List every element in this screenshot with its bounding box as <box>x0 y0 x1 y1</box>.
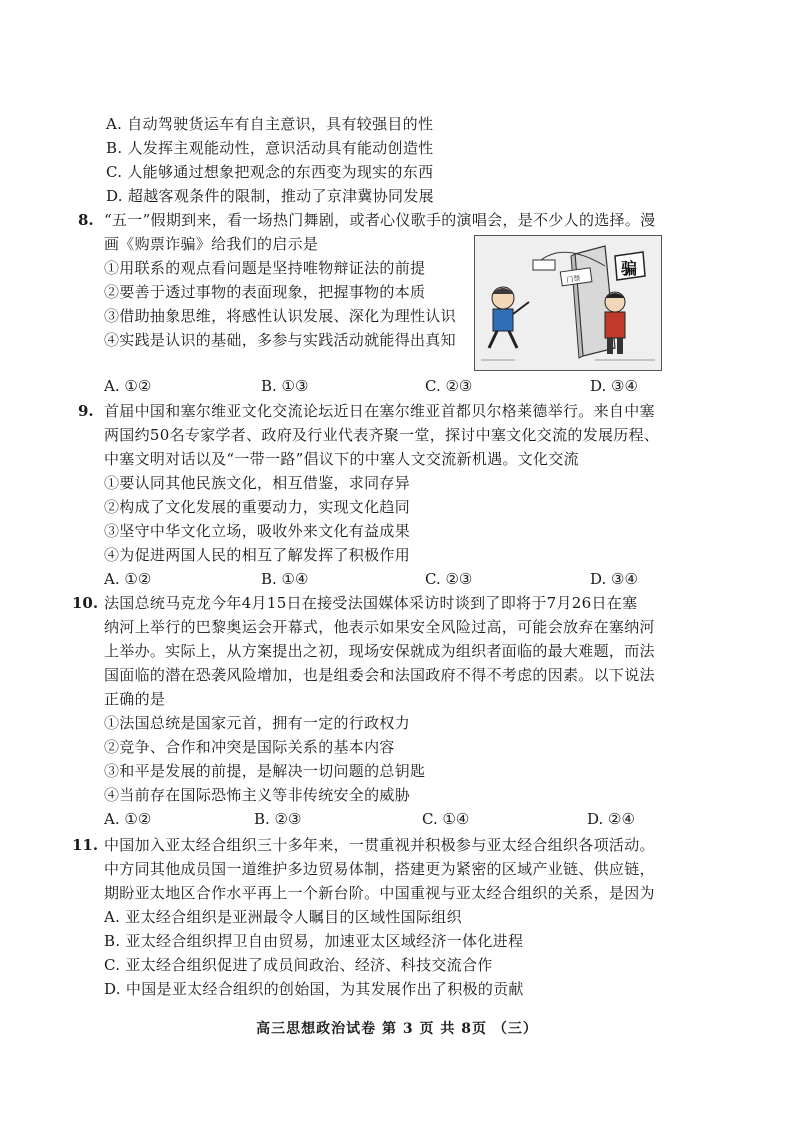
q10-choice-d: D. ②④ <box>587 810 635 828</box>
q8-choices <box>104 375 664 397</box>
q10-number: 10. <box>72 594 99 612</box>
q9-choice-a: A. ①② <box>104 570 152 588</box>
q10-item-2: ②竞争、合作和冲突是国际关系的基本内容 <box>104 738 395 756</box>
q8-number: 8. <box>78 211 94 229</box>
q10-choice-c: C. ①④ <box>422 810 470 828</box>
q10-stem-line-5: 正确的是 <box>104 690 166 708</box>
q9-choice-b: B. ①④ <box>261 570 309 588</box>
cartoon-sign-text: 骗 <box>621 259 638 278</box>
q8-choice-c: C. ②③ <box>425 377 473 395</box>
q9-item-2: ②构成了文化发展的重要动力，实现文化趋同 <box>104 498 411 516</box>
q10-choice-a: A. ①② <box>104 810 152 828</box>
q9-stem-line-1: 首届中国和塞尔维亚文化交流论坛近日在塞尔维亚首都贝尔格莱德举行。来自中塞 <box>104 402 655 420</box>
q9-stem-line-2: 两国约50名专家学者、政府及行业代表齐聚一堂，探讨中塞文化交流的发展历程、 <box>104 426 660 444</box>
q10-choice-b: B. ②③ <box>254 810 302 828</box>
q10-stem-line-4: 国面临的潜在恐袭风险增加，也是组委会和法国政府不得不考虑的因素。以下说法 <box>104 666 655 684</box>
q7-option-b: B. 人发挥主观能动性，意识活动具有能动创造性 <box>106 139 434 157</box>
cartoon-drawing <box>475 236 661 370</box>
q9-item-4: ④为促进两国人民的相互了解发挥了积极作用 <box>104 546 411 564</box>
q11-stem-line-1: 中国加入亚太经合组织三十多年来，一贯重视并积极参与亚太经合组织各项活动。 <box>104 836 655 854</box>
q9-number: 9. <box>78 402 94 420</box>
q8-item-1: ①用联系的观点看问题是坚持唯物辩证法的前提 <box>104 259 426 277</box>
fraud-cartoon-image <box>474 235 662 371</box>
q8-item-4: ④实践是认识的基础，多参与实践活动就能得出真知 <box>104 331 456 349</box>
q10-item-4: ④当前存在国际恐怖主义等非传统安全的威胁 <box>104 786 411 804</box>
q9-stem-line-3: 中塞文明对话以及“一带一路”倡议下的中塞人文交流新机遇。文化交流 <box>104 450 579 468</box>
q7-option-d: D. 超越客观条件的限制，推动了京津冀协同发展 <box>106 187 434 205</box>
q7-option-a: A. 自动驾驶货运车有自主意识，具有较强目的性 <box>106 115 434 133</box>
q11-stem-line-3: 期盼亚太地区合作水平再上一个新台阶。中国重视与亚太经合组织的关系，是因为 <box>104 884 655 902</box>
q8-choice-a: A. ①② <box>104 377 152 395</box>
q11-number: 11. <box>72 836 99 854</box>
q8-item-3: ③借助抽象思维，将感性认识发展、深化为理性认识 <box>104 307 456 325</box>
q8-item-2: ②要善于透过事物的表面现象，把握事物的本质 <box>104 283 426 301</box>
q11-option-b: B. 亚太经合组织捍卫自由贸易，加速亚太区域经济一体化进程 <box>104 932 524 950</box>
q10-stem-line-3: 上举办。实际上，从方案提出之初，现场安保就成为组织者面临的最大难题，而法 <box>104 642 655 660</box>
q10-stem-line-2: 纳河上举行的巴黎奥运会开幕式，他表示如果安全风险过高，可能会放弃在塞纳河 <box>104 618 655 636</box>
q9-item-3: ③坚守中华文化立场，吸收外来文化有益成果 <box>104 522 411 540</box>
q10-item-1: ①法国总统是国家元首，拥有一定的行政权力 <box>104 714 411 732</box>
q10-item-3: ③和平是发展的前提，是解决一切问题的总钥匙 <box>104 762 426 780</box>
q8-stem-line-2: 画《购票诈骗》给我们的启示是 <box>104 235 319 253</box>
q9-choice-c: C. ②③ <box>425 570 473 588</box>
q10-stem-line-1: 法国总统马克龙今年4月15日在接受法国媒体采访时谈到了即将于7月26日在塞 <box>104 594 638 612</box>
q9-item-1: ①要认同其他民族文化，相互借鉴，求同存异 <box>104 474 411 492</box>
q9-choice-d: D. ③④ <box>590 570 638 588</box>
page-footer: 高三思想政治试卷 第 3 页 共 8页 （三） <box>256 1021 538 1037</box>
q11-option-c: C. 亚太经合组织促进了成员间政治、经济、科技交流合作 <box>104 956 493 974</box>
q8-stem-line-1: “五一”假期到来，看一场热门舞剧，或者心仪歌手的演唱会，是不少人的选择。漫 <box>104 211 656 229</box>
q11-option-a: A. 亚太经合组织是亚洲最令人瞩目的区域性国际组织 <box>104 908 462 926</box>
cartoon-ticket-text: 门票 <box>565 274 581 285</box>
q11-stem-line-2: 中方同其他成员国一道维护多边贸易体制，搭建更为紧密的区域产业链、供应链， <box>104 860 655 878</box>
q10-choices <box>104 808 664 830</box>
q8-choice-d: D. ③④ <box>590 377 638 395</box>
q11-option-d: D. 中国是亚太经合组织的创始国，为其发展作出了积极的贡献 <box>104 980 524 998</box>
q9-choices <box>104 568 664 590</box>
q7-option-c: C. 人能够通过想象把观念的东西变为现实的东西 <box>106 163 434 181</box>
q8-choice-b: B. ①③ <box>261 377 309 395</box>
